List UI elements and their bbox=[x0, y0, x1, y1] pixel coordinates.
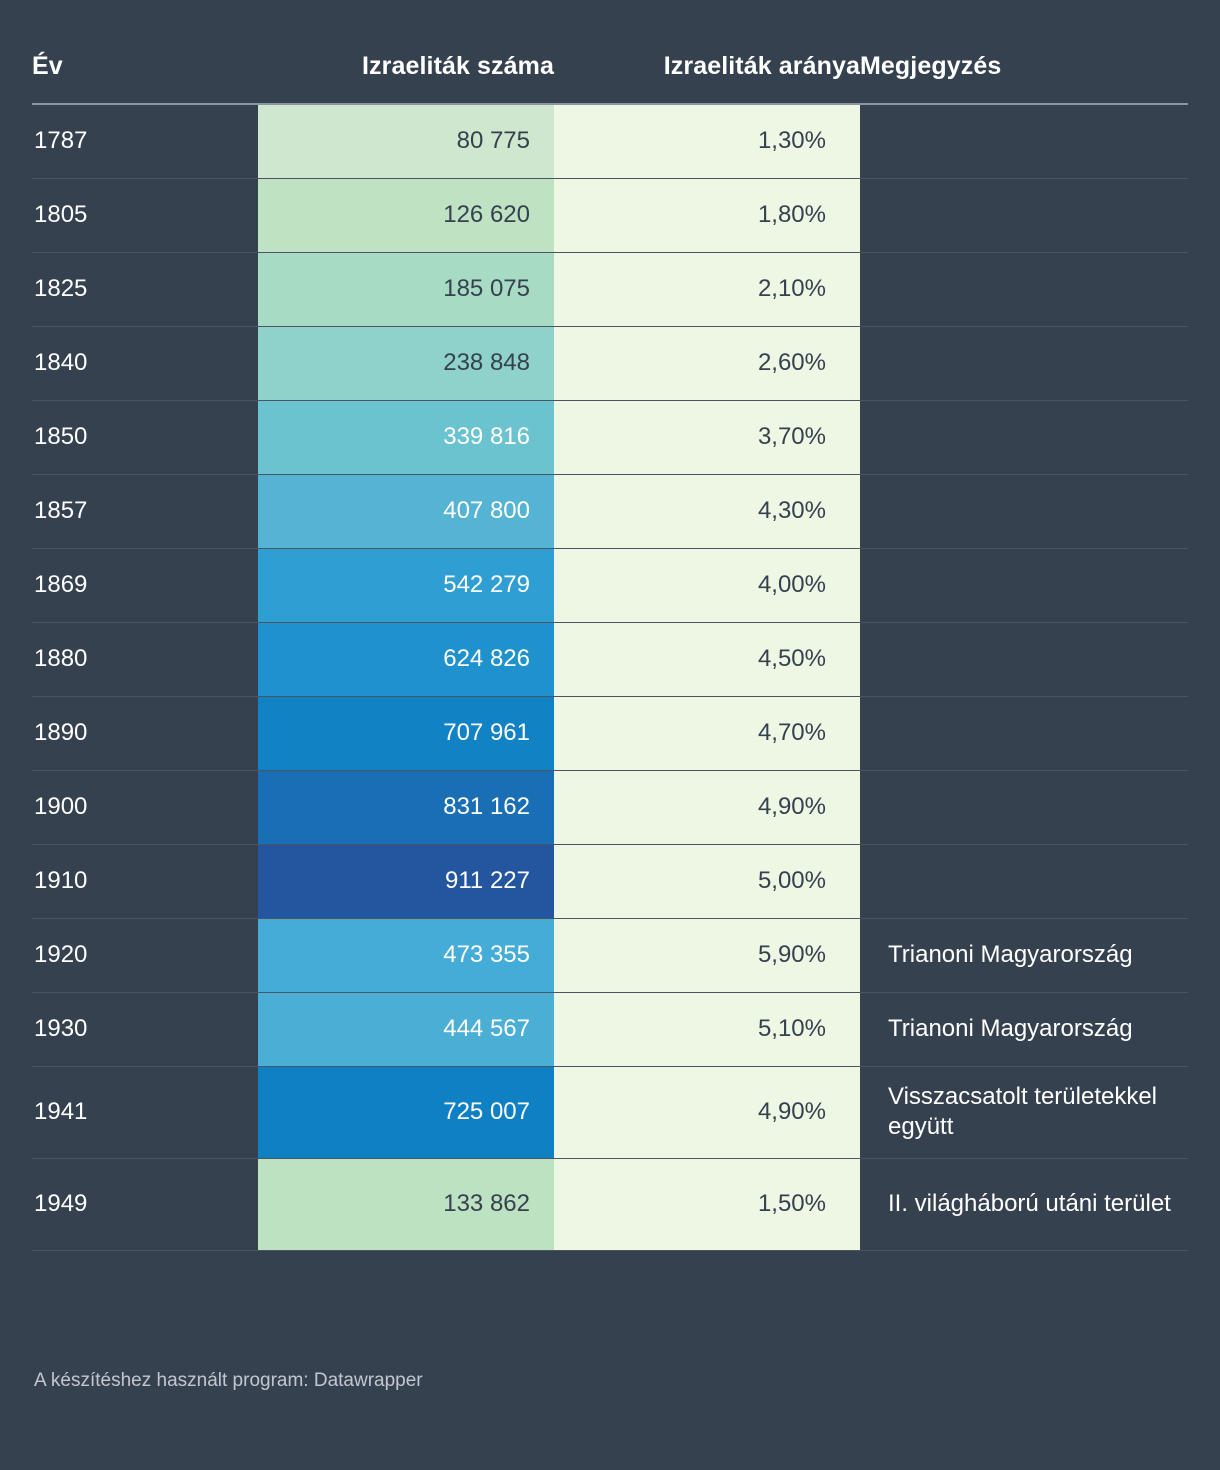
cell-note: Trianoni Magyarország bbox=[860, 918, 1188, 992]
table-row bbox=[32, 992, 1188, 1066]
cell-note bbox=[860, 548, 1188, 622]
cell-ratio: 4,90% bbox=[554, 1066, 860, 1158]
cell-count: 542 279 bbox=[258, 548, 554, 622]
cell-ratio: 4,00% bbox=[554, 548, 860, 622]
cell-ratio: 1,30% bbox=[554, 104, 860, 178]
cell-count: 725 007 bbox=[258, 1066, 554, 1158]
cell-count: 126 620 bbox=[258, 178, 554, 252]
table-row bbox=[32, 474, 1188, 548]
table-header bbox=[32, 52, 1188, 104]
cell-note bbox=[860, 252, 1188, 326]
cell-year: 1787 bbox=[32, 104, 258, 178]
cell-ratio: 2,60% bbox=[554, 326, 860, 400]
table-row bbox=[32, 400, 1188, 474]
table-row bbox=[32, 1158, 1188, 1250]
cell-note bbox=[860, 622, 1188, 696]
cell-count: 339 816 bbox=[258, 400, 554, 474]
table-body bbox=[32, 104, 1188, 1250]
cell-ratio: 1,50% bbox=[554, 1158, 860, 1250]
cell-year: 1920 bbox=[32, 918, 258, 992]
column-header-year: Év bbox=[32, 52, 258, 104]
cell-year: 1805 bbox=[32, 178, 258, 252]
table-row bbox=[32, 104, 1188, 178]
cell-year: 1840 bbox=[32, 326, 258, 400]
cell-note bbox=[860, 770, 1188, 844]
cell-note: Trianoni Magyarország bbox=[860, 992, 1188, 1066]
cell-count: 473 355 bbox=[258, 918, 554, 992]
cell-ratio: 4,90% bbox=[554, 770, 860, 844]
cell-ratio: 2,10% bbox=[554, 252, 860, 326]
table-row bbox=[32, 1066, 1188, 1158]
cell-note: Visszacsatolt területekkel együtt bbox=[860, 1066, 1188, 1158]
cell-count: 133 862 bbox=[258, 1158, 554, 1250]
cell-year: 1941 bbox=[32, 1066, 258, 1158]
cell-ratio: 3,70% bbox=[554, 400, 860, 474]
cell-year: 1825 bbox=[32, 252, 258, 326]
cell-ratio: 5,10% bbox=[554, 992, 860, 1066]
header-row bbox=[32, 52, 1188, 104]
table-row bbox=[32, 326, 1188, 400]
cell-note bbox=[860, 400, 1188, 474]
table-row bbox=[32, 696, 1188, 770]
cell-year: 1890 bbox=[32, 696, 258, 770]
cell-ratio: 4,50% bbox=[554, 622, 860, 696]
data-table bbox=[32, 52, 1188, 1251]
cell-note bbox=[860, 844, 1188, 918]
table-row bbox=[32, 622, 1188, 696]
table-row bbox=[32, 252, 1188, 326]
cell-ratio: 4,30% bbox=[554, 474, 860, 548]
table-row bbox=[32, 844, 1188, 918]
footnote: A készítéshez használt program: Datawrapper bbox=[34, 1370, 423, 1391]
cell-count: 80 775 bbox=[258, 104, 554, 178]
cell-ratio: 5,00% bbox=[554, 844, 860, 918]
cell-count: 624 826 bbox=[258, 622, 554, 696]
cell-note: II. világháború utáni terület bbox=[860, 1158, 1188, 1250]
cell-count: 707 961 bbox=[258, 696, 554, 770]
cell-year: 1857 bbox=[32, 474, 258, 548]
cell-count: 407 800 bbox=[258, 474, 554, 548]
cell-year: 1930 bbox=[32, 992, 258, 1066]
cell-year: 1880 bbox=[32, 622, 258, 696]
table-row bbox=[32, 548, 1188, 622]
cell-ratio: 5,90% bbox=[554, 918, 860, 992]
cell-year: 1900 bbox=[32, 770, 258, 844]
table-page bbox=[0, 52, 1220, 1470]
cell-note bbox=[860, 104, 1188, 178]
cell-year: 1910 bbox=[32, 844, 258, 918]
cell-note bbox=[860, 696, 1188, 770]
cell-year: 1949 bbox=[32, 1158, 258, 1250]
cell-note bbox=[860, 474, 1188, 548]
cell-note bbox=[860, 178, 1188, 252]
cell-count: 238 848 bbox=[258, 326, 554, 400]
column-header-note: Megjegyzés bbox=[860, 52, 1188, 104]
table-row bbox=[32, 918, 1188, 992]
cell-ratio: 4,70% bbox=[554, 696, 860, 770]
cell-count: 831 162 bbox=[258, 770, 554, 844]
column-header-ratio: Izraeliták aránya bbox=[554, 52, 860, 104]
cell-year: 1869 bbox=[32, 548, 258, 622]
column-header-count: Izraeliták száma bbox=[258, 52, 554, 104]
cell-count: 185 075 bbox=[258, 252, 554, 326]
table-row bbox=[32, 770, 1188, 844]
cell-count: 444 567 bbox=[258, 992, 554, 1066]
cell-note bbox=[860, 326, 1188, 400]
cell-year: 1850 bbox=[32, 400, 258, 474]
table-row bbox=[32, 178, 1188, 252]
cell-count: 911 227 bbox=[258, 844, 554, 918]
cell-ratio: 1,80% bbox=[554, 178, 860, 252]
